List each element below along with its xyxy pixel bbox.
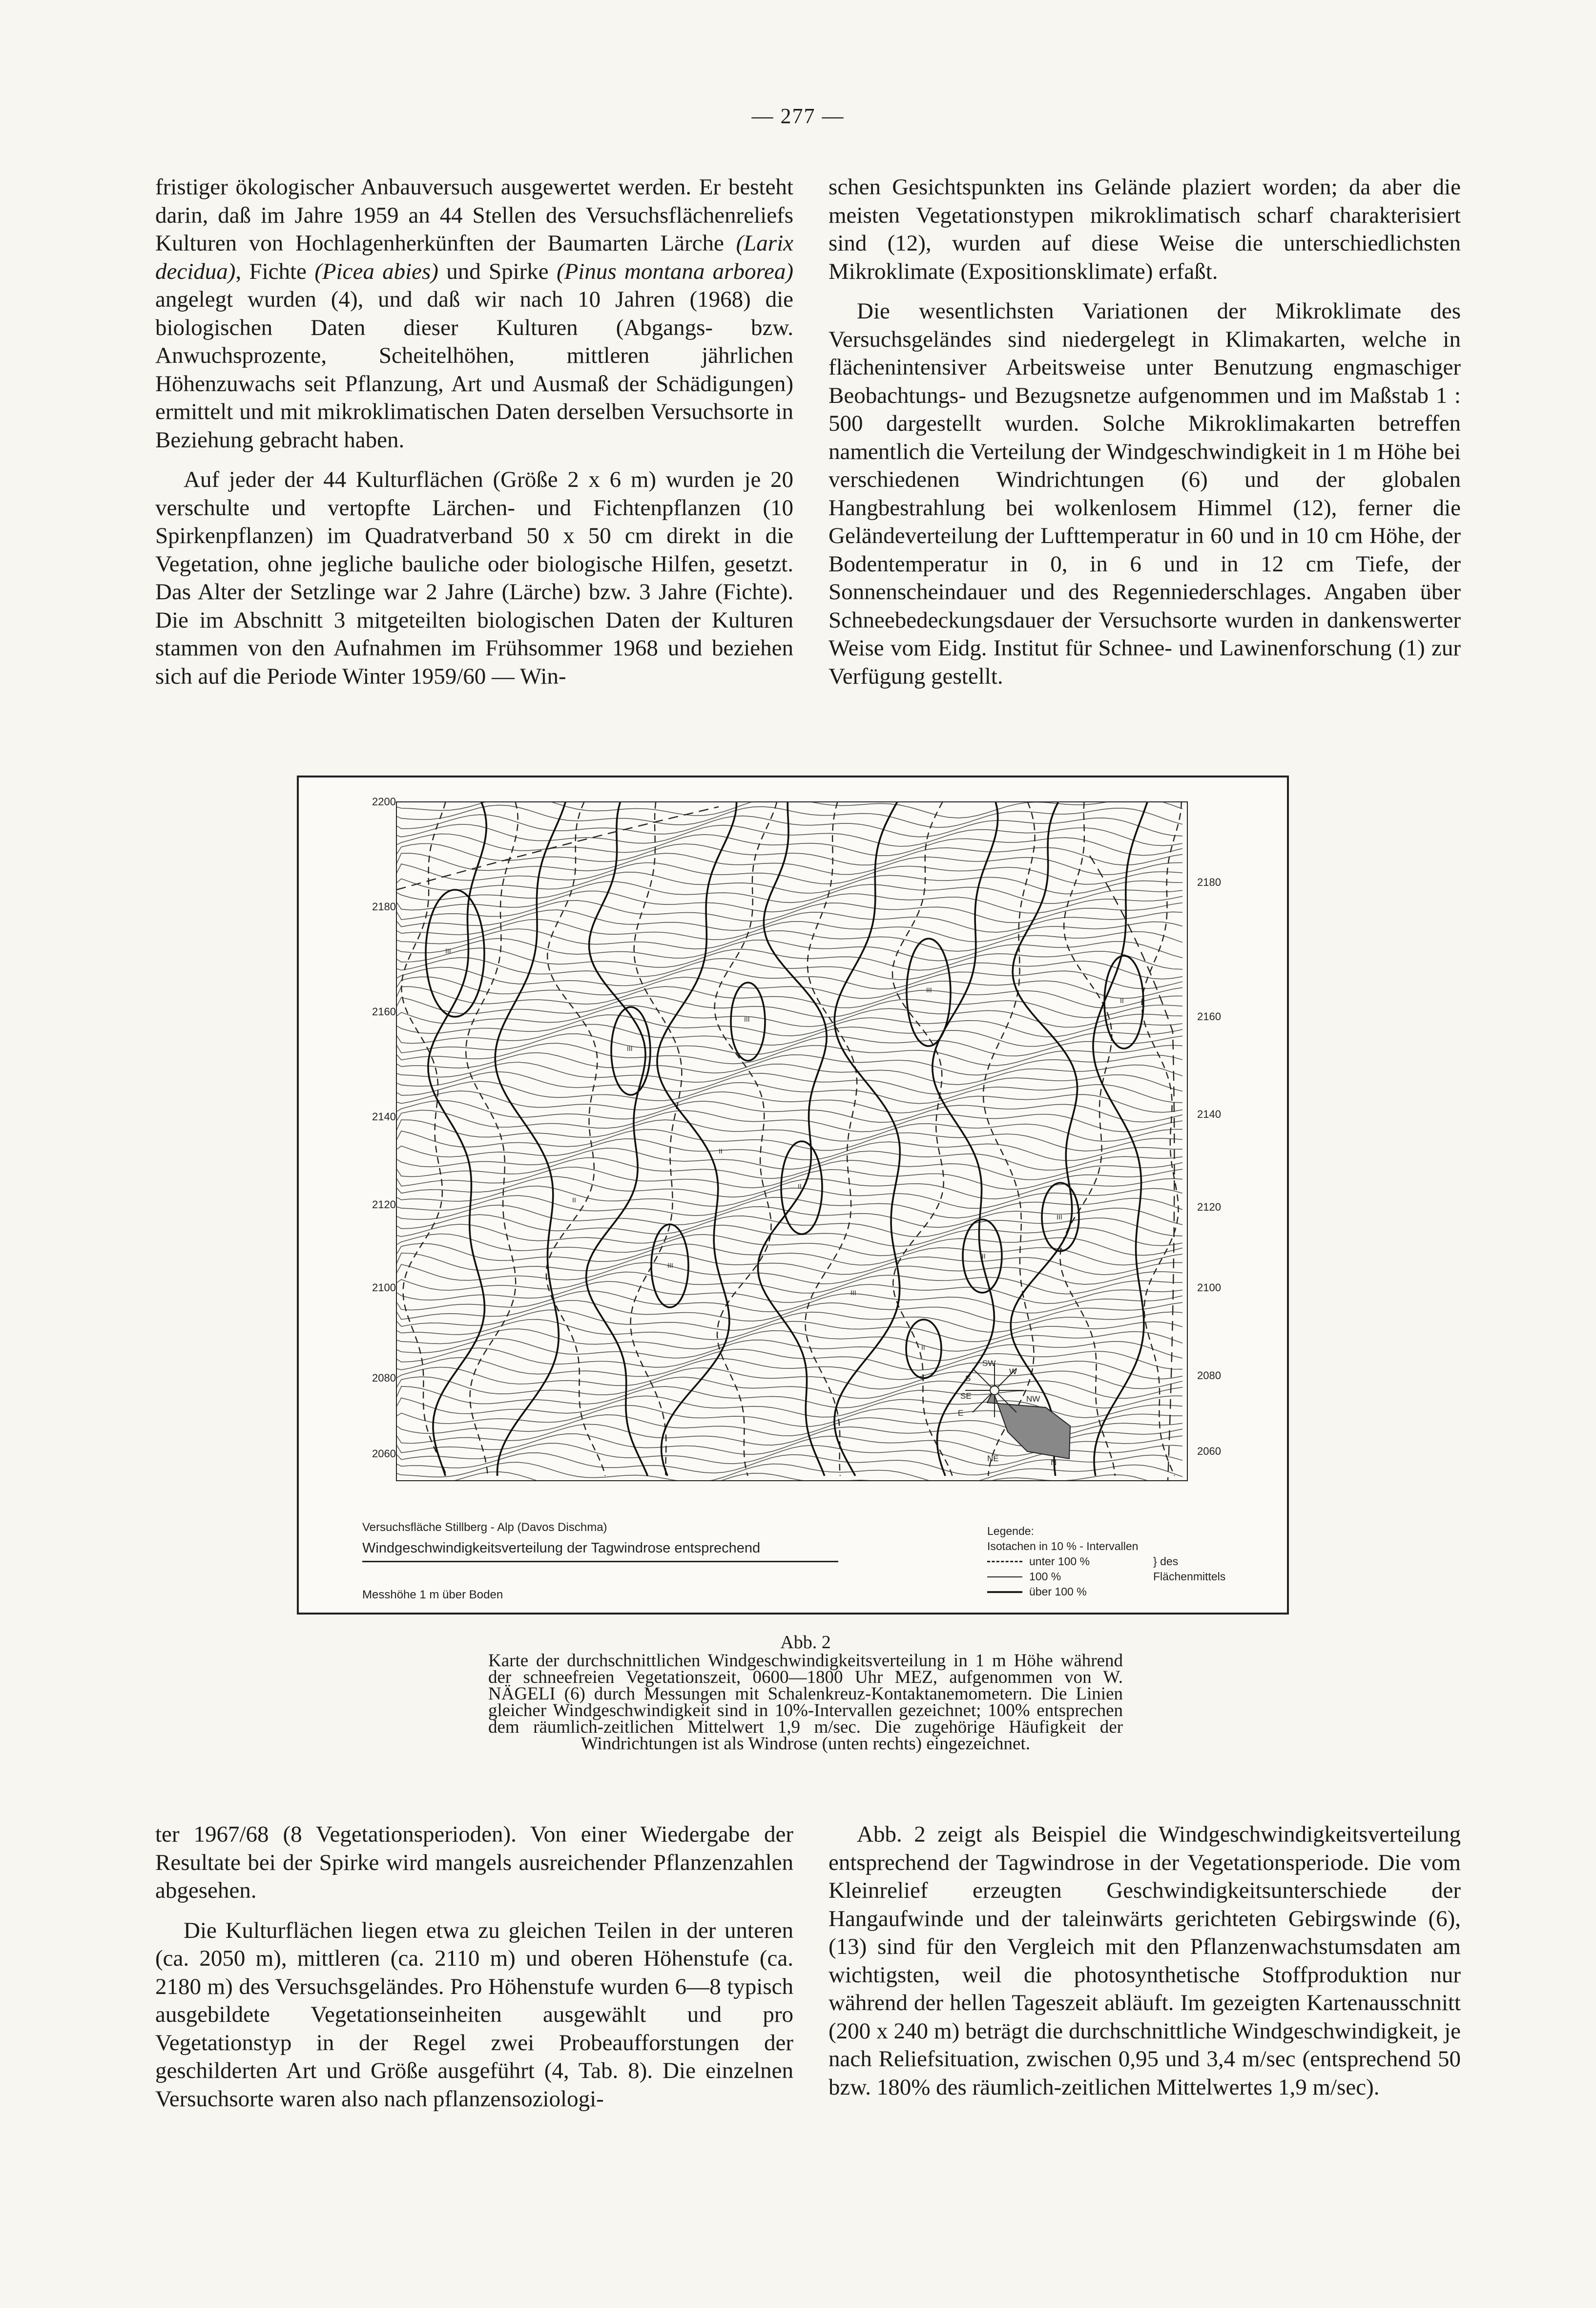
legend-entry-label: über 100 %: [1029, 1585, 1087, 1598]
windrose-direction-label: NE: [987, 1454, 999, 1463]
left-axis-tick: 2060: [372, 1448, 396, 1460]
isotach-line: [396, 1224, 1182, 1246]
bottom-right-column: [829, 1821, 1461, 2113]
isotach-label: III: [744, 1015, 750, 1023]
isotach-line: [396, 1167, 1182, 1189]
isotach-line: [396, 1006, 1182, 1028]
isotach-line: [396, 1358, 1182, 1380]
left-axis-tick: 2120: [372, 1198, 396, 1211]
isotach-line-below-mean: [401, 802, 446, 1476]
isotach-line: [396, 948, 1182, 970]
windrose-direction-label: SE: [960, 1391, 972, 1401]
legend-entry-label: unter 100 %: [1029, 1555, 1090, 1568]
isotach-closed-contour: [781, 1141, 822, 1234]
isotach-line-below-mean: [892, 802, 953, 1476]
top-right-column: [829, 173, 1461, 702]
windrose-center: [990, 1386, 999, 1395]
isotach-line: [396, 996, 1182, 1017]
windrose-direction-label: E: [958, 1408, 964, 1418]
isotach-line: [396, 1120, 1182, 1141]
latin-name: (Larix decidua): [155, 231, 793, 284]
paragraph: Auf jeder der 44 Kulturflächen (Größe 2 x 6 m) wurden je 20 verschulte und vertopfte Lärchen- und Fichtenpflanzen (10 Spirkenpflanzen) im Quadratverband 50 x 50 cm direkt in die Vegetation, ohne jegliche bauliche oder biologische Hilfen, gesetzt. Das Alter der Setzlinge war 2 Jahre (Lärche) bzw. 3 Jahre (Fichte). Die im Abschnitt 3 mitgeteilten biologischen Daten der Kulturen stammen von den Aufnahmen im Frühsommer 1968 und beziehen sich auf die Periode Winter 1959/60 — Win-: [155, 467, 793, 689]
right-axis-tick: 2080: [1197, 1369, 1221, 1382]
boundary-line: [1090, 856, 1174, 1481]
legend-heading: Legende:: [987, 1525, 1034, 1537]
paragraph: Abb. 2 zeigt als Beispiel die Windgeschwindigkeitsverteilung entsprechend der Tagwindrose in der Vegetationsperiode. Die vom Kleinrelief erzeugten Geschwindigkeitsunterschiede der Hangaufwinde und der taleinwärts gerichteten Gebirgswinde (6), (13) sind für den Vergleich mit den Pflanzenwachstumsdaten am wichtigsten, weil die photosynthetische Stoffproduktion nur während der hellen Tageszeit abläuft. Im gezeigten Kartenausschnitt (200 x 240 m) beträgt die durchschnittliche Windgeschwindigkeit, je nach Reliefsituation, zwischen 0,95 und 3,4 m/sec (entsprechend 50 bzw. 180% des räumlich-zeitlichen Mittelwertes 1,9 m/sec).: [829, 1822, 1461, 2100]
left-axis-tick: 2100: [372, 1281, 396, 1294]
left-axis-tick: 2160: [372, 1006, 396, 1018]
isotach-line: [396, 824, 1182, 846]
isotach-line: [396, 1472, 1182, 1494]
thin-line-swatch: [987, 1576, 1022, 1577]
paragraph: [155, 173, 793, 454]
latin-name: (Picea abies): [314, 258, 438, 284]
isotach-line: [396, 1386, 1182, 1408]
isotach-label: II: [719, 1147, 723, 1155]
isotach-line: [396, 834, 1182, 856]
isotach-line: [396, 901, 1182, 923]
isotach-line: [396, 1015, 1182, 1037]
isotach-label: II: [572, 1196, 576, 1204]
paragraph: Die Kulturflächen liegen etwa zu gleichen Teilen in der unteren (ca. 2050 m), mittleren (ca. 2110 m) und oberen Höhenstufe (ca. 2180 m) des Versuchsgeländes. Pro Höhenstufe wurden 6—8 typisch ausgebildete Vegetationseinheiten ausgewählt und pro Vegetationstyp in der Regel zwei Probeaufforstungen der geschilderten Art und Größe ausgeführt (4, Tab. 8). Die einzelnen Versuchsorte waren also nach pflanzensoziologi-: [155, 1917, 793, 2112]
legend-entry-label: 100 %: [1029, 1570, 1061, 1583]
isotach-label: III: [445, 947, 451, 955]
isotach-line: [396, 1243, 1182, 1265]
isotach-line: [396, 1348, 1182, 1370]
text-run: angelegt wurden (4), und daß wir nach 10 Jahren (1968) die biologischen Daten dieser Kulturen (Abgangs- bzw. Anwuchsprozente, Scheitelhöhen, mittleren jährlichen Höhenzuwachs seit Pflanzung, Art und Ausmaß der Schädigungen) ermittelt und mit mikroklimatischen Daten derselben Versuchsorte in Beziehung gebracht haben.: [155, 287, 793, 453]
thick-line-swatch: [987, 1591, 1022, 1593]
isotach-line: [396, 1320, 1182, 1342]
right-axis: [1197, 876, 1221, 1457]
legend-brace-label: des Flächenmittels: [1153, 1555, 1226, 1583]
legend-entry-equal: [987, 1569, 1138, 1584]
site-label: Versuchsfläche Stillberg - Alp (Davos Dischma): [362, 1521, 607, 1534]
right-axis-tick: 2160: [1197, 1010, 1221, 1023]
windrose-direction-label: NW: [1026, 1394, 1040, 1404]
isotach-line: [396, 815, 1182, 837]
isotach-closed-contour: [426, 890, 484, 1017]
dashed-line-swatch: [987, 1561, 1022, 1562]
isotach-line: [396, 1301, 1182, 1322]
right-axis-tick: 2180: [1197, 876, 1221, 888]
isotach-line: [396, 977, 1182, 998]
isotach-line: [396, 853, 1182, 875]
text-run: und Spirke: [438, 258, 557, 284]
top-left-column: [155, 173, 793, 702]
isotach-line: [396, 863, 1182, 884]
isotach-line: [396, 1053, 1182, 1075]
figure-caption: [488, 1634, 1123, 1752]
title-underline: [362, 1561, 838, 1562]
isotach-line: [396, 1129, 1182, 1151]
isotach-line: [396, 843, 1182, 865]
legend-entry-under: [987, 1554, 1138, 1569]
windrose-direction-label: N: [1051, 1458, 1057, 1467]
left-axis-tick: 2080: [372, 1372, 396, 1384]
latin-name: (Pinus montana arborea): [556, 258, 794, 284]
bottom-left-column: [155, 1821, 793, 2125]
isotach-closed-contour: [1104, 956, 1143, 1049]
caption-text: Karte der durchschnittlichen Windgeschwindigkeitsverteilung in 1 m Höhe während der schneefreien Vegetationszeit, 0600—1800 Uhr MEZ, aufgenommen von W. NÄGELI (6) durch Messungen mit Schalenkreuz-Kontaktanemometern. Die Linien gleicher Windgeschwindigkeit sind in 10%-Intervallen gezeichnet; 100% entsprechen dem räumlich-zeitlichen Mittelwert 1,9 m/sec. Die zugehörige Häufigkeit der Windrichtungen ist als Windrose (unten rechts) eingezeichnet.: [488, 1651, 1123, 1754]
isotach-label: III: [926, 986, 932, 994]
contour-field: [396, 796, 1182, 1494]
right-axis-tick: 2100: [1197, 1281, 1221, 1294]
isotach-line: [396, 1186, 1182, 1209]
isotach-line: [396, 1081, 1182, 1104]
isotach-line: [396, 1272, 1182, 1294]
windrose-direction-label: SW: [982, 1359, 996, 1368]
text-run: fristiger ökologischer Anbauversuch ausgewertet werden. Er besteht darin, daß im Jahre 1959 an 44 Stellen des Versuchsflächenreliefs Kulturen von Hochlagenherkünften der Baumarten Lärche: [155, 174, 793, 256]
left-axis-tick: 2180: [372, 901, 396, 913]
isotach-label: II: [798, 1182, 802, 1190]
legend-brace: } des Flächenmittels: [1153, 1555, 1226, 1583]
right-axis-tick: 2140: [1197, 1108, 1221, 1120]
isotach-line: [396, 872, 1182, 894]
left-axis: [372, 796, 396, 1460]
paragraph: Die wesentlichsten Variationen der Mikroklimate des Versuchsgeländes sind niedergelegt in Klimakarten, welche in flächenintensiver Arbeitsweise unter Benutzung engmaschiger Beobachtungs- und Bezugsnetze aufgenommen und im Maßstab 1 : 500 dargestellt wurden. Solche Mikroklimakarten betreffen namentlich die Verteilung der Windgeschwindigkeit in 1 m Höhe bei verschiedenen Windrichtungen (6) und der globalen Hangbestrahlung bei wolkenlosem Himmel (12), ferner die Geländeverteilung der Lufttemperatur in 60 und in 10 cm Höhe, der Bodentemperatur in 0, in 6 und in 12 cm Tiefe, der Sonnenscheindauer und des Regenniederschlages. Angaben über Schneebedeckungsdauer der Versuchsorte wurden in dankenswerter Weise vom Eidg. Institut für Schnee- und Lawinenforschung (1) zur Verfügung gestellt.: [829, 298, 1461, 689]
isotach-label: III: [980, 1252, 986, 1260]
windrose-direction-label: W: [1009, 1367, 1017, 1376]
isotach-map: [299, 777, 1287, 1613]
wind-speed-map-figure: [297, 776, 1289, 1615]
isotach-label: III: [627, 1045, 633, 1052]
right-axis-tick: 2120: [1197, 1201, 1221, 1213]
text-run: , Fichte: [235, 258, 315, 284]
isotach-label: III: [667, 1261, 673, 1269]
right-axis-tick: 2060: [1197, 1445, 1221, 1457]
isotach-line: [396, 958, 1182, 980]
isotach-line: [396, 1329, 1182, 1351]
isotach-line-above-mean: [834, 802, 900, 1476]
isotach-line: [396, 1377, 1182, 1398]
map-border: [396, 802, 1187, 1481]
windrose-direction-label: S: [965, 1374, 971, 1383]
map-title: Windgeschwindigkeitsverteilung der Tagwindrose entsprechend: [362, 1540, 761, 1556]
paragraph: schen Gesichtspunkten ins Gelände plaziert worden; da aber die meisten Vegetationstypen mikroklimatisch scharf charakterisiert sind (12), wurden auf diese Weise die unterschiedlichsten Mikroklimate (Expositionsklimate) erfaßt.: [829, 174, 1461, 284]
page-number: — 277 —: [751, 104, 845, 128]
isotach-label: III: [1057, 1213, 1062, 1221]
isotach-label: II: [921, 1343, 925, 1351]
measurement-height: Messhöhe 1 m über Boden: [362, 1588, 503, 1601]
paragraph: ter 1967/68 (8 Vegetationsperioden). Von einer Wiedergabe der Resultate bei der Spirke wird mangels ausreichender Pflanzenzahlen abgesehen.: [155, 1822, 793, 1903]
isotach-line: [396, 1110, 1182, 1132]
legend: [987, 1524, 1226, 1599]
isotach-label: III: [850, 1289, 856, 1297]
left-axis-tick: 2140: [372, 1111, 396, 1123]
isotach-line: [396, 881, 1182, 903]
legend-entry-over: [987, 1584, 1138, 1599]
left-axis-tick: 2200: [372, 796, 396, 808]
caption-label: Abb. 2: [780, 1632, 831, 1653]
isotach-line-above-mean: [758, 802, 827, 1476]
legend-subheading: Isotachen in 10 % - Intervallen: [987, 1540, 1139, 1553]
isotach-label: II: [1120, 997, 1124, 1005]
